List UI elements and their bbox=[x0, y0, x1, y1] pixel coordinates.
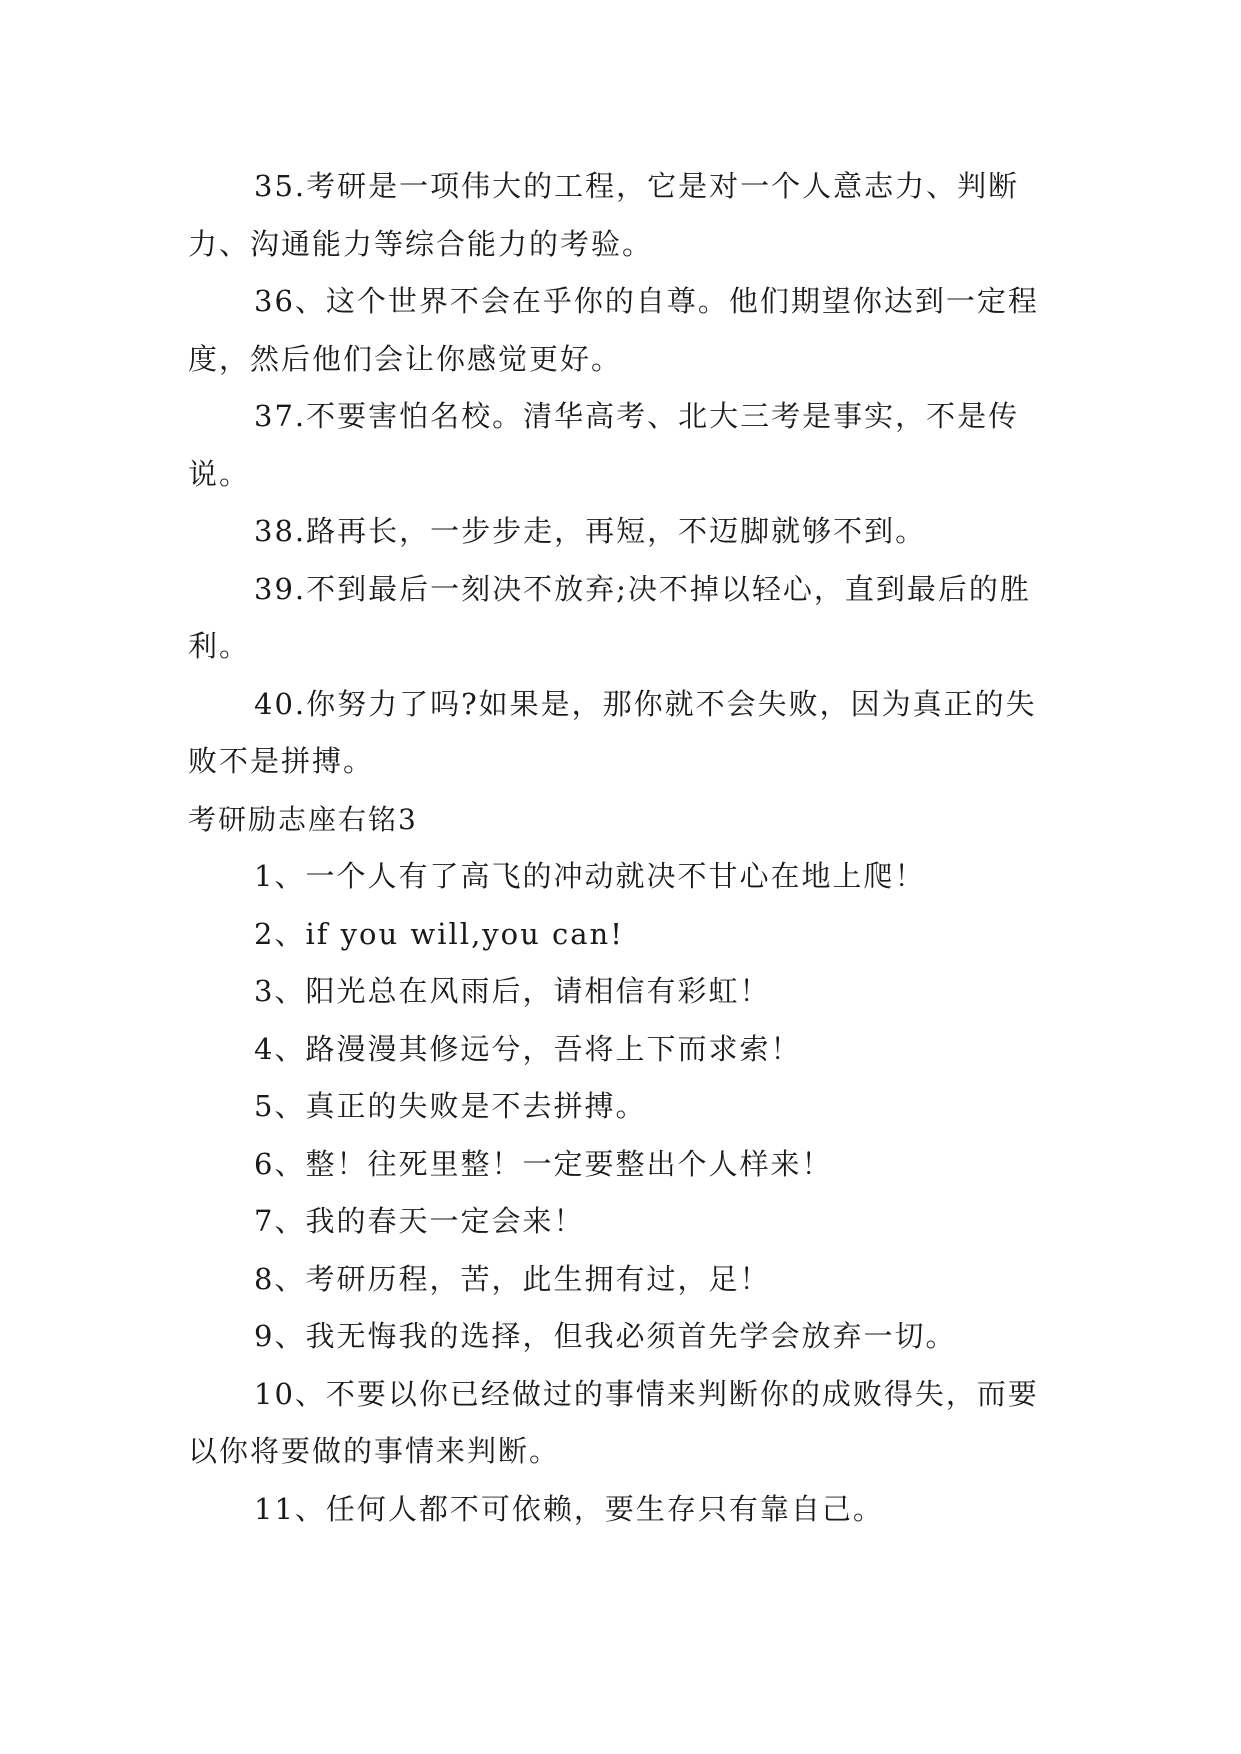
paragraph-35: 35.考研是一项伟大的工程，它是对一个人意志力、判断力、沟通能力等综合能力的考验。 bbox=[188, 169, 1020, 261]
quote-5: 5、真正的失败是不去拼搏。 bbox=[254, 1089, 647, 1123]
quote-1: 1、一个人有了高飞的冲动就决不甘心在地上爬！ bbox=[254, 859, 926, 893]
quote-6: 6、整！往死里整！一定要整出个人样来！ bbox=[254, 1146, 833, 1181]
paragraph-37: 37.不要害怕名校。清华高考、北大三考是事实，不是传说。 bbox=[188, 399, 1020, 491]
paragraph-39: 39.不到最后一刻决不放弃;决不掉以轻心，直到最后的胜利。 bbox=[188, 571, 1031, 663]
paragraph-40: 40.你努力了吗?如果是，那你就不会失败，因为真正的失败不是拼搏。 bbox=[188, 686, 1037, 778]
paragraph-36: 36、这个世界不会在乎你的自尊。他们期望你达到一定程度，然后他们会让你感觉更好。 bbox=[188, 284, 1039, 376]
section-heading: 考研励志座右铭3 bbox=[188, 802, 418, 836]
quote-10: 10、不要以你已经做过的事情来判断你的成败得失，而要以你将要做的事情来判断。 bbox=[188, 1376, 1039, 1468]
quote-8: 8、考研历程，苦，此生拥有过，足！ bbox=[254, 1261, 771, 1296]
quote-3: 3、阳光总在风雨后，请相信有彩虹！ bbox=[254, 974, 771, 1008]
quote-11: 11、任何人都不可依赖，要生存只有靠自己。 bbox=[254, 1491, 884, 1526]
document-body bbox=[188, 158, 1053, 1538]
paragraph-38: 38.路再长，一步步走，再短，不迈脚就够不到。 bbox=[254, 514, 927, 548]
quote-7: 7、我的春天一定会来！ bbox=[254, 1204, 585, 1238]
quote-9: 9、我无悔我的选择，但我必须首先学会放弃一切。 bbox=[254, 1319, 957, 1353]
quote-4: 4、路漫漫其修远兮，吾将上下而求索！ bbox=[254, 1031, 802, 1066]
quote-2: 2、if you will,you can! bbox=[254, 916, 624, 951]
